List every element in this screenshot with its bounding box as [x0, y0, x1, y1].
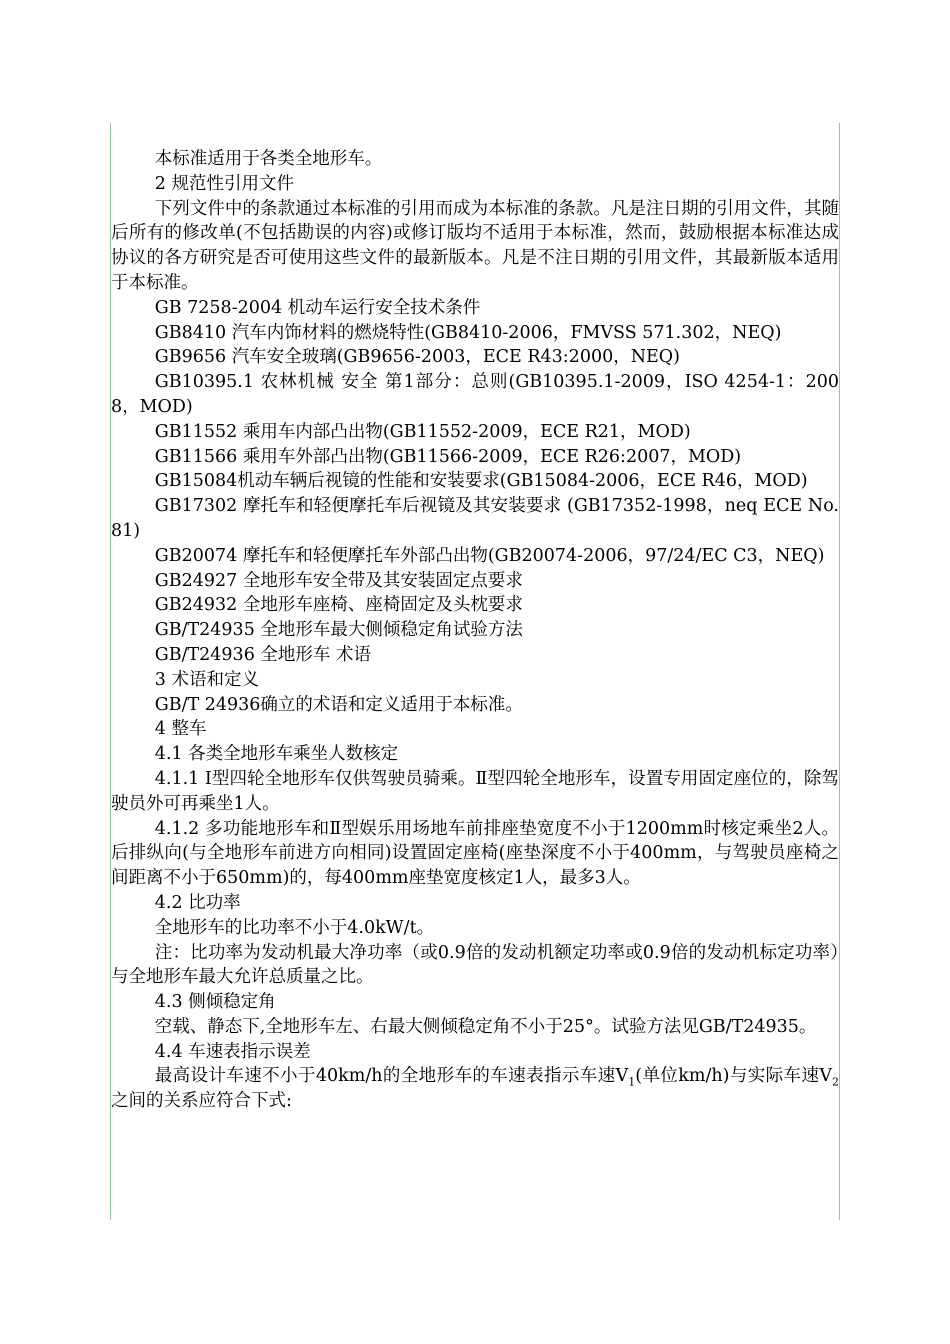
- document-body: [111, 147, 839, 1114]
- reference-item: GB 7258-2004 机动车运行安全技术条件: [154, 297, 481, 318]
- subsection-heading-4-1: 4.1 各类全地形车乘坐人数核定: [154, 744, 399, 765]
- clause-4-4-text-part3: 之间的关系应符合下式:: [111, 1091, 292, 1112]
- section-heading-4: 4 整车: [154, 719, 207, 740]
- clause-4-2-note: 注：比功率为发动机最大净功率（或0.9倍的发动机额定功率或0.9倍的发动机标定功率）与全地形车最大允许总质量之比。: [111, 942, 839, 988]
- section-heading-2: 2 规范性引用文件: [154, 173, 294, 194]
- reference-item: GB11566 乘用车外部凸出物(GB11566-2009，ECE R26:2007，MOD): [154, 446, 742, 467]
- clause-4-4-text-part2: (单位km/h)与实际车速V: [635, 1066, 832, 1087]
- clause-4-1-2: 4.1.2 多功能地形车和Ⅱ型娱乐用场地车前排座垫宽度不小于1200mm时核定乘坐2人。后排纵向(与全地形车前进方向相同)设置固定座椅(座垫深度不小于400mm，与驾驶员座椅之间距离不小于650mm)的，每400mm座垫宽度核定1人，最多3人。: [111, 818, 839, 889]
- reference-item: GB/T24936 全地形车 术语: [154, 644, 371, 665]
- clause-4-4-text-part1: 最高设计车速不小于40km/h的全地形车的车速表指示车速V: [154, 1066, 629, 1087]
- reference-item: GB/T24935 全地形车最大侧倾稳定角试验方法: [154, 620, 523, 641]
- reference-item: GB8410 汽车内饰材料的燃烧特性(GB8410-2006，FMVSS 571.302，NEQ): [154, 322, 782, 343]
- reference-item: GB24927 全地形车安全带及其安装固定点要求: [154, 570, 523, 591]
- reference-item: GB24932 全地形车座椅、座椅固定及头枕要求: [154, 595, 523, 616]
- subsection-heading-4-3: 4.3 侧倾稳定角: [154, 992, 276, 1013]
- clause-4-3-text: 空载、静态下,全地形车左、右最大侧倾稳定角不小于25°。试验方法见GB/T24935。: [154, 1016, 817, 1037]
- paragraph-references-intro: 下列文件中的条款通过本标准的引用而成为本标准的条款。凡是注日期的引用文件，其随后所有的修改单(不包括勘误的内容)或修订版均不适用于本标准，然而，鼓励根据本标准达成协议的各方研究是否可使用这些文件的最新版本。凡是不注日期的引用文件，其最新版本适用于本标准。: [111, 198, 839, 293]
- reference-item: GB10395.1 农林机械 安全 第1部分：总则(GB10395.1-2009，ISO 4254-1：2008，MOD): [111, 372, 839, 417]
- reference-item: GB15084机动车辆后视镜的性能和安装要求(GB15084-2006，ECE R46，MOD): [154, 471, 808, 492]
- paragraph-scope: 本标准适用于各类全地形车。: [154, 149, 383, 169]
- subsection-heading-4-2: 4.2 比功率: [154, 892, 241, 913]
- clause-4-4-text: [111, 1064, 839, 1114]
- reference-item: GB11552 乘用车内部凸出物(GB11552-2009，ECE R21，MOD): [154, 421, 691, 442]
- reference-item: GB9656 汽车安全玻璃(GB9656-2003，ECE R43:2000，NEQ): [154, 347, 680, 368]
- clause-4-1-1: 4.1.1 Ⅰ型四轮全地形车仅供驾驶员骑乘。Ⅱ型四轮全地形车，设置专用固定座位的，除驾驶员外可再乘坐1人。: [111, 768, 839, 814]
- reference-item: GB17302 摩托车和轻便摩托车后视镜及其安装要求 (GB17352-1998，neq ECE No.81): [111, 496, 839, 541]
- reference-item: GB20074 摩托车和轻便摩托车外部凸出物(GB20074-2006，97/24/EC C3，NEQ): [154, 545, 825, 566]
- subscript-2: 2: [831, 1075, 839, 1089]
- paragraph-terms: GB/T 24936确立的术语和定义适用于本标准。: [154, 694, 523, 715]
- subscript-1: 1: [628, 1075, 636, 1089]
- clause-4-2-text: 全地形车的比功率不小于4.0kW/t。: [154, 917, 435, 938]
- section-heading-3: 3 术语和定义: [154, 669, 259, 690]
- document-page: [110, 123, 840, 1220]
- subsection-heading-4-4: 4.4 车速表指示误差: [154, 1041, 311, 1062]
